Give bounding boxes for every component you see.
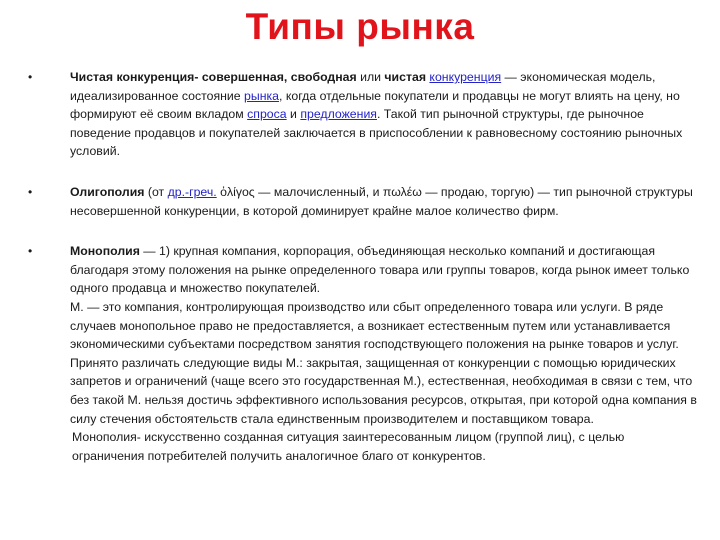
text-run: — 1) крупная компания, корпорация, объединяющая несколько компаний и достигающая благодаря этому положения на рынке определенного товара или группы товаров, когда рынок имеет только одного продавца и множество покупателей.: [70, 244, 690, 296]
market-types-list: [28, 68, 700, 465]
link-market[interactable]: рынка: [244, 88, 280, 103]
text-run: , когда отдельные покупатели и продавцы не могут влиять на цену, но формируют её своим вкладом: [70, 88, 680, 122]
link-competition[interactable]: конкуренция: [429, 70, 502, 84]
text-run: или: [356, 70, 385, 84]
term: Олигополия: [70, 184, 145, 199]
text-run: — экономическая модель, идеализированное состояние: [70, 70, 656, 103]
link-supply[interactable]: предложения: [300, 107, 377, 122]
text-run: (от: [144, 184, 168, 199]
list-item-oligopoly: [28, 183, 700, 220]
term-2: чистая: [384, 70, 426, 84]
page-title: Типы рынка: [245, 6, 475, 47]
bullet: •: [28, 70, 33, 84]
text-run: и: [286, 107, 301, 122]
term: Монополия: [70, 244, 140, 259]
term: Чистая конкуренция- совершенная, свободная: [70, 70, 357, 84]
text-run: ὀλίγος — малочисленный, и πωλέω — продаю, торгую) — тип рыночной структуры несовершенной конкуренции, в которой доминирует крайне малое количество фирм.: [70, 184, 693, 218]
item-text: [70, 183, 700, 220]
item-paragraph-2: М. — это компания, контролирующая производство или сбыт определенного товара или услуги. В ряде случаев монопольное право не предоставляется, а возникает естественным путем или устанавливается экономическими субъектами посредством занятия господствующего положения на рынке товаров и услуг. Принято различать следующие виды М.: закрытая, защищенная от конкуренции с помощью юридических запретов и ограничений (чаще всего это государственная М.), естественная, необходимая в связи с тем, что без такой М. нельзя достичь эффективного использования ресурсов, открытая, при которой одна компания в силу стечения обстоятельств стала единственным производителем и поставщиком товара.: [70, 299, 697, 426]
link-demand[interactable]: спроса: [247, 107, 287, 122]
list-item-monopoly: [28, 242, 700, 465]
item-text: [70, 68, 700, 161]
bullet: •: [28, 244, 33, 259]
link-ancient-greek[interactable]: др.-греч.: [167, 184, 217, 199]
item-text: [70, 242, 700, 298]
text-run: . Такой тип рыночной структуры, где рыночное поведение продавцов и покупателей заключается в приспособлении к равновесному состоянию рыночных условий.: [70, 107, 683, 159]
list-item-perfect-competition: [28, 68, 700, 161]
bullet: •: [28, 184, 33, 199]
item-paragraph-3: Монополия- искусственно созданная ситуация заинтересованным лицом (группой лиц), с целью ограничения потребителей получить аналогичное благо от конкурентов.: [72, 430, 625, 463]
